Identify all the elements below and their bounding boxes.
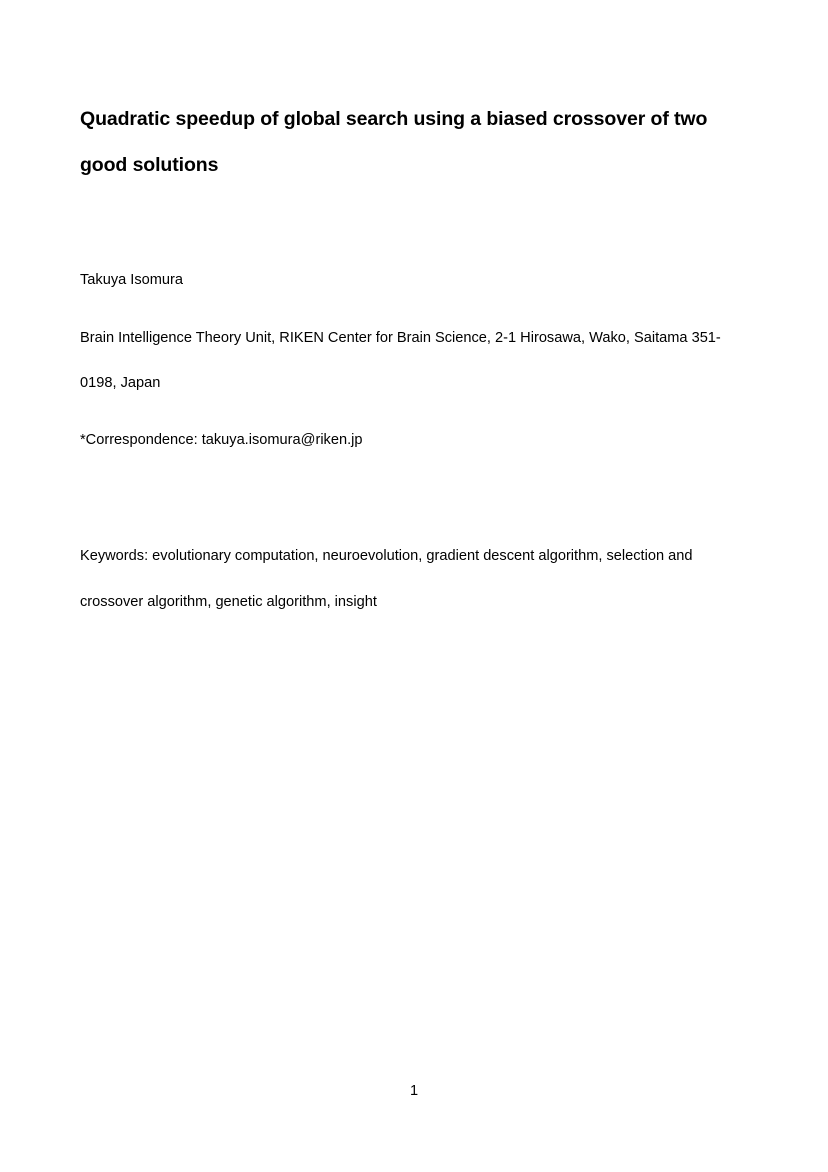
keywords-line-2: crossover algorithm, genetic algorithm, insight [80,594,377,610]
correspondence-email: *Correspondence: takuya.isomura@riken.jp [80,432,363,448]
affiliation-line-2: 0198, Japan [80,375,161,391]
title-line-1: Quadratic speedup of global search using a biased crossover of two [80,108,708,130]
title-line-2: good solutions [80,154,219,176]
page-number: 1 [409,1083,419,1099]
keywords-line-1: Keywords: evolutionary computation, neuroevolution, gradient descent algorithm, selection and [80,548,693,564]
affiliation-line-1: Brain Intelligence Theory Unit, RIKEN Center for Brain Science, 2-1 Hirosawa, Wako, Saitama 351- [80,330,721,346]
author-name: Takuya Isomura [80,272,184,288]
